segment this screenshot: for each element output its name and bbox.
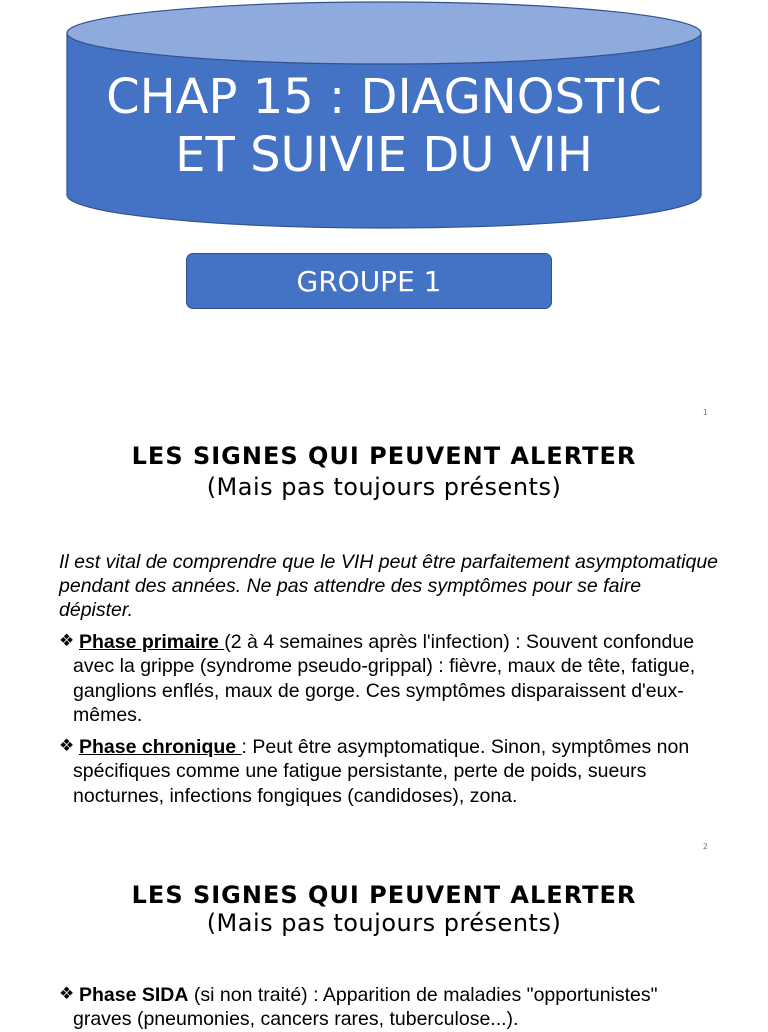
title-slide bbox=[0, 0, 768, 400]
slide3-heading: LES SIGNES QUI PEUVENT ALERTER bbox=[131, 881, 637, 909]
slide2-subheading: (Mais pas toujours présents) bbox=[206, 473, 562, 501]
cylinder-top bbox=[67, 2, 701, 64]
diamond-bullet-icon: ❖ bbox=[59, 631, 75, 650]
bullet-label: Phase chronique bbox=[79, 736, 242, 758]
diamond-bullet-icon: ❖ bbox=[59, 984, 75, 1003]
bullet-label: Phase primaire bbox=[79, 631, 225, 653]
page-title bbox=[66, 68, 702, 184]
slide2-heading: LES SIGNES QUI PEUVENT ALERTER bbox=[131, 442, 637, 470]
diamond-bullet-icon: ❖ bbox=[59, 736, 75, 755]
title-line-2: ET SUIVIE DU VIH bbox=[175, 127, 593, 183]
title-line-1: CHAP 15 : DIAGNOSTIC bbox=[106, 69, 662, 125]
bullet-text: (si non traité) : Apparition de maladies "opportunistes" graves (pneumonies, cancers rares, tuberculose...). bbox=[73, 984, 658, 1031]
page-number: 2 bbox=[702, 842, 708, 851]
bullet-phase-chronique bbox=[59, 735, 719, 808]
bullet-phase-primaire bbox=[59, 630, 719, 727]
bullet-text: : Peut être asymptomatique. Sinon, symptômes non spécifiques comme une fatigue persistante, perte de poids, sueurs nocturnes, infections fongiques (candidoses), zona. bbox=[73, 736, 690, 807]
bullet-text: (2 à 4 semaines après l'infection) : Souvent confondue avec la grippe (syndrome pseudo-grippal) : fièvre, maux de tête, fatigue, ganglions enflés, maux de gorge. Ces symptômes disparaissent d'eux-mêmes. bbox=[73, 631, 696, 726]
bullet-phase-sida bbox=[59, 983, 719, 1032]
slide2-intro-text: Il est vital de comprendre que le VIH peut être parfaitement asymptomatique pendant des années. Ne pas attendre des symptômes pour se faire dépister. bbox=[59, 551, 719, 621]
bullet-label: Phase SIDA bbox=[79, 984, 189, 1006]
page-number: 1 bbox=[702, 408, 708, 417]
group-label: GROUPE 1 bbox=[296, 264, 442, 298]
group-label-box bbox=[186, 253, 552, 309]
slide3-subheading: (Mais pas toujours présents) bbox=[206, 909, 562, 937]
